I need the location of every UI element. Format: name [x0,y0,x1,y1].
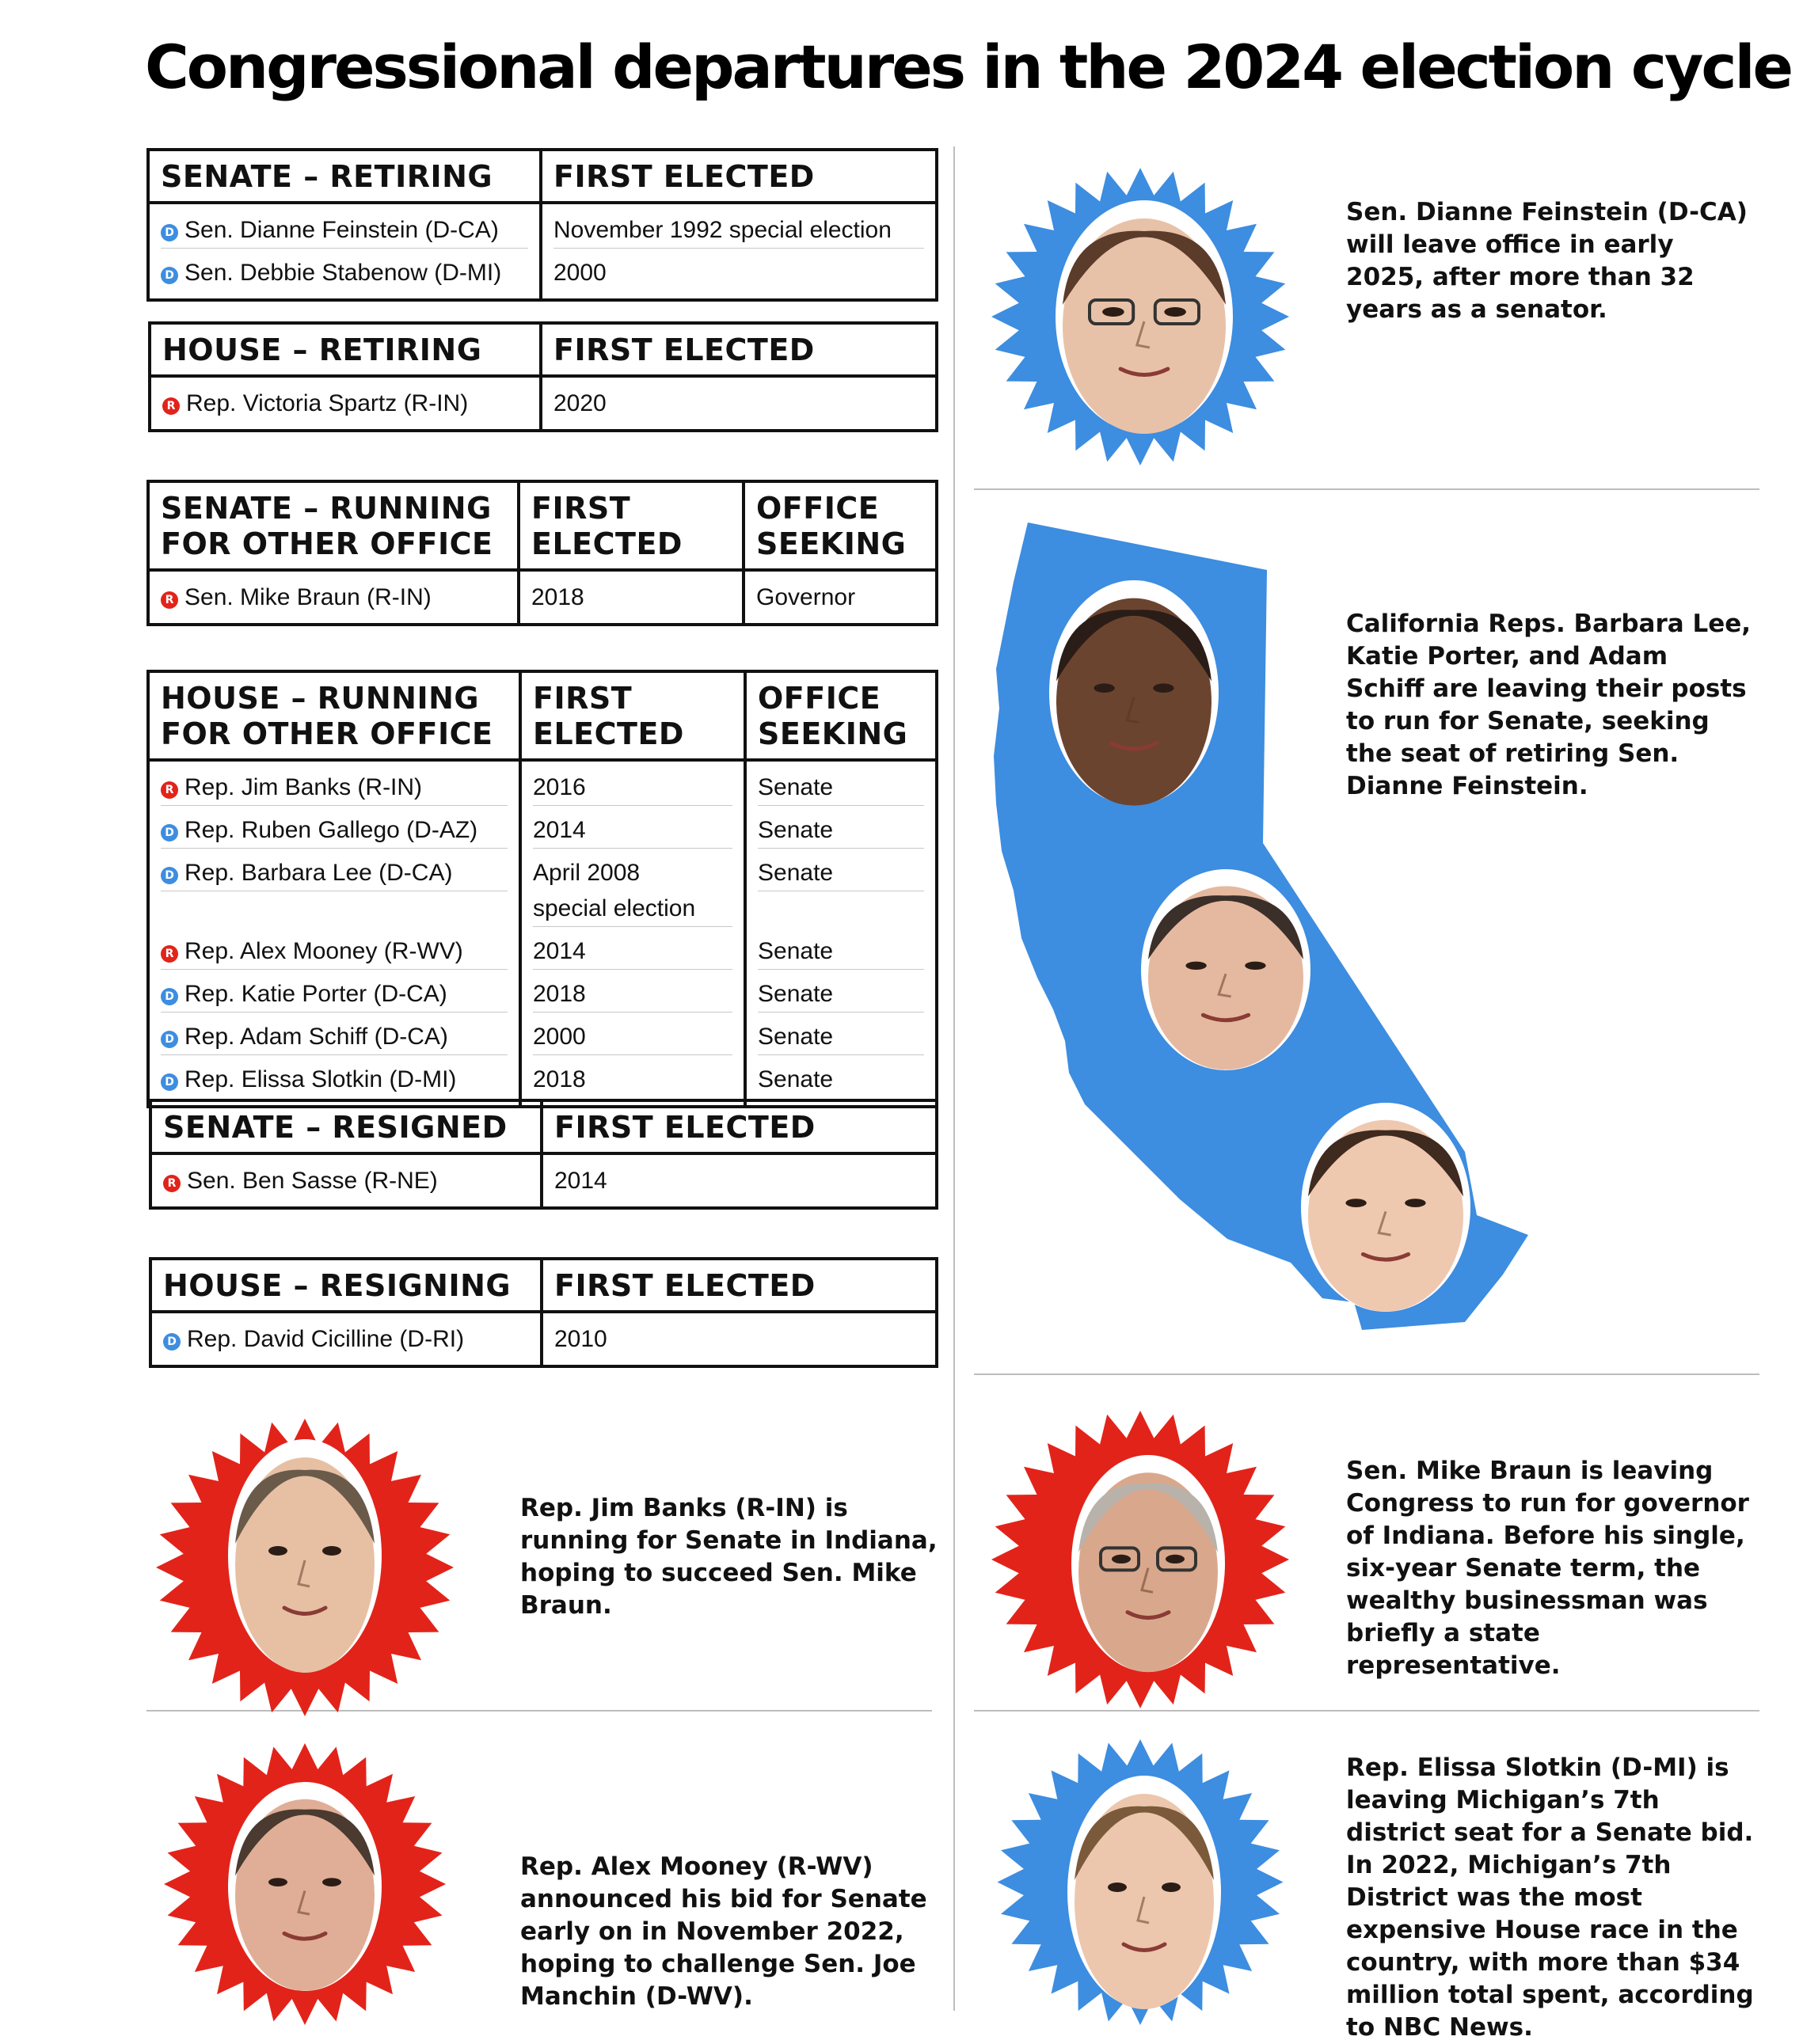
democrat-icon: D [161,267,178,284]
portrait-braun [1069,1453,1227,1674]
first-elected: 2016 [533,774,586,800]
left-eye [1112,1555,1131,1563]
republican-icon: R [163,1175,181,1192]
table-row [148,809,937,852]
first-elected: April 2008 special election [533,860,696,921]
left-eye [268,1878,287,1886]
caption-california: California Reps. Barbara Lee, Katie Porter, and Adam Schiff are leaving their posts to run for Senate, seeking the seat of retiring Sen. Dianne Feinstein. [1346,610,1752,800]
portrait-banks [226,1437,384,1674]
column-divider [953,146,955,2011]
table-row [148,570,937,625]
left-eye [268,1546,287,1556]
left-eye [1345,1199,1366,1207]
left-eye [1108,1883,1127,1892]
table-header: SENATE – RESIGNED [150,1100,542,1153]
caption-banks: Rep. Jim Banks (R-IN) is running for Senate in Indiana, hoping to succeed Sen. Mike Braun. [520,1494,938,1620]
table-header: FIRST ELECTED [542,1259,937,1312]
office-seeking: Senate [758,938,834,964]
republican-icon: R [161,781,178,799]
right-eye [322,1546,341,1556]
democrat-icon: D [161,988,178,1005]
table-house-running [146,670,938,1108]
table-header: FIRST ELECTED [519,481,744,570]
office-seeking: Senate [758,1024,834,1050]
member-name: Rep. Adam Schiff (D-CA) [184,1024,448,1050]
member-name: Rep. Victoria Spartz (R-IN) [186,390,469,416]
member-name: Rep. Katie Porter (D-CA) [184,981,447,1007]
table-row [150,1312,937,1366]
first-elected: 2010 [554,1326,607,1352]
section-divider-right-3 [974,1710,1759,1712]
office-seeking: Governor [756,584,856,610]
caption-feinstein: Sen. Dianne Feinstein (D-CA) will leave office in early 2025, after more than 32 years as a senator. [1346,198,1748,324]
table-header: FIRST ELECTED [542,1100,937,1153]
member-name: Sen. Debbie Stabenow (D-MI) [184,260,502,286]
first-elected: November 1992 special election [553,217,892,243]
first-elected: 2018 [533,981,586,1007]
member-name: Sen. Mike Braun (R-IN) [184,584,432,610]
member-name: Rep. Jim Banks (R-IN) [184,774,423,800]
page-title: Congressional departures in the 2024 election cycle [145,32,1792,102]
member-name: Rep. Ruben Gallego (D-AZ) [184,817,478,843]
table-row [150,1153,937,1208]
member-name: Sen. Dianne Feinstein (D-CA) [184,217,499,243]
caption-mooney: Rep. Alex Mooney (R-WV) announced his bid for Senate early on in November 2022, hoping to challenge Sen. Joe Manchin (D-WV). [520,1852,927,2011]
republican-icon: R [161,591,178,609]
democrat-icon: D [161,1031,178,1048]
member-name: Rep. Alex Mooney (R-WV) [184,938,463,964]
table-header: OFFICE SEEKING [744,481,937,570]
table-row [148,203,937,252]
first-elected: 2020 [553,390,607,416]
first-elected: 2014 [533,938,586,964]
table-row [148,852,937,930]
first-elected: 2018 [533,1066,586,1092]
table-header: OFFICE SEEKING [745,671,937,760]
first-elected: 2000 [533,1024,586,1050]
portrait-feinstein [1053,198,1235,435]
member-name: Rep. Elissa Slotkin (D-MI) [184,1066,457,1092]
left-eye [1094,683,1114,693]
right-eye [1164,307,1186,317]
left-eye [1185,962,1206,970]
office-seeking: Senate [758,981,834,1007]
table-senate-retiring [146,148,938,302]
office-seeking: Senate [758,860,834,886]
caption-slotkin: Rep. Elissa Slotkin (D-MI) is leaving Michigan’s 7th district seat for a Senate bid. In 2022, Michigan’s 7th District was the most expensive House race in the country, with more than $34 million total spent, according to NBC News. [1346,1753,1754,2042]
republican-icon: R [161,945,178,963]
section-divider-right-2 [974,1373,1759,1375]
table-row [148,760,937,809]
table-header: SENATE – RUNNING FOR OTHER OFFICE [148,481,519,570]
right-eye [1405,1199,1425,1207]
portrait-lee [1047,578,1221,807]
left-eye [1102,307,1124,317]
first-elected: 2014 [554,1168,607,1194]
table-row [148,252,937,300]
table-row [150,376,937,431]
section-divider-right-1 [974,488,1759,490]
table-house-retiring [148,321,938,432]
office-seeking: Senate [758,774,834,800]
table-row [148,1016,937,1058]
portrait-schiff [1139,867,1313,1073]
democrat-icon: D [161,824,178,842]
table-senate-running [146,480,938,626]
table-header: FIRST ELECTED [520,671,745,760]
right-eye [322,1878,341,1886]
table-header: FIRST ELECTED [541,323,937,376]
democrat-icon: D [161,867,178,884]
portrait-slotkin [1065,1773,1223,2011]
table-header: HOUSE – RUNNING FOR OTHER OFFICE [148,671,520,760]
table-header: HOUSE – RETIRING [150,323,541,376]
caption-braun: Sen. Mike Braun is leaving Congress to run for governor of Indiana. Before his single, six-year Senate term, the wealthy businessman was briefly a state representative. [1346,1457,1749,1680]
right-eye [1245,962,1265,970]
republican-icon: R [162,397,180,415]
member-name: Rep. David Cicilline (D-RI) [187,1326,465,1352]
portrait-porter [1299,1100,1473,1314]
democrat-icon: D [161,1073,178,1091]
member-name: Sen. Ben Sasse (R-NE) [187,1168,438,1194]
right-eye [1166,1555,1185,1563]
office-seeking: Senate [758,1066,834,1092]
table-header: SENATE – RETIRING [148,150,541,203]
table-header: HOUSE – RESIGNING [150,1259,542,1312]
first-elected: 2018 [531,584,584,610]
democrat-icon: D [163,1333,181,1351]
right-eye [1153,683,1173,693]
office-seeking: Senate [758,817,834,843]
table-row [148,930,937,973]
table-row [148,973,937,1016]
table-header: FIRST ELECTED [541,150,937,203]
first-elected: 2000 [553,260,607,286]
right-eye [1162,1883,1181,1892]
first-elected: 2014 [533,817,586,843]
table-house-resigning [149,1257,938,1368]
portrait-mooney [226,1780,384,1993]
member-name: Rep. Barbara Lee (D-CA) [184,860,453,886]
democrat-icon: D [161,224,178,241]
table-senate-resigned [149,1099,938,1210]
